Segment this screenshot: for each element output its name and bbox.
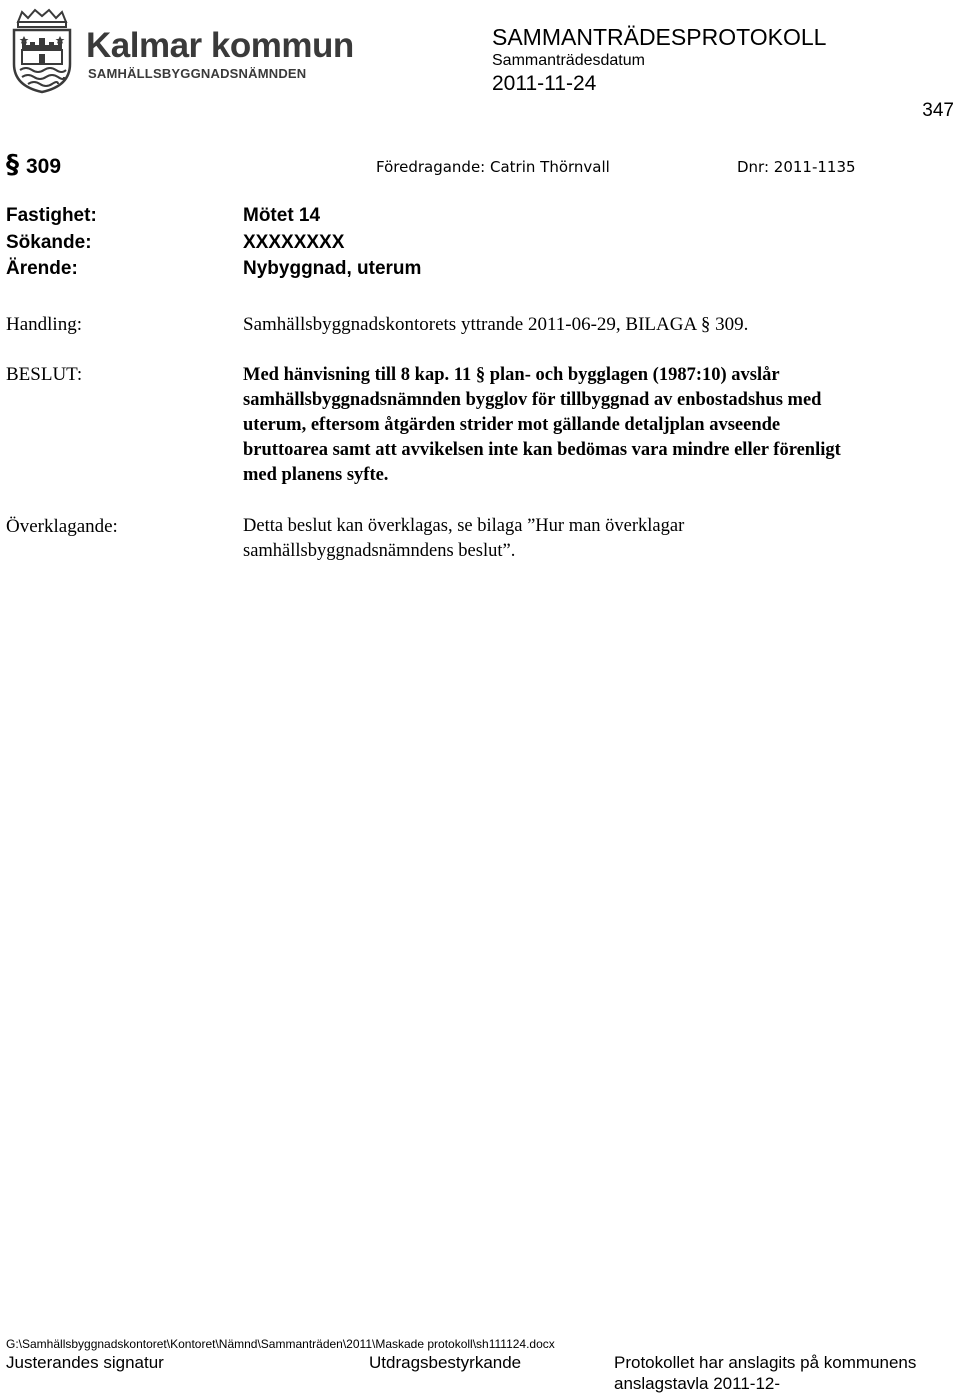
- beslut-line: bruttoarea samt att avvikelsen inte kan bedömas vara mindre eller förenligt: [243, 440, 841, 460]
- diary-number: Dnr: 2011-1135: [737, 158, 856, 176]
- beslut-line: Med hänvisning till 8 kap. 11 § plan- och bygglagen (1987:10) avslår: [243, 365, 780, 385]
- meeting-date-label: Sammanträdesdatum: [492, 52, 645, 69]
- fastighet-value: Mötet 14: [243, 205, 321, 226]
- paragraph-number: 309: [26, 155, 62, 178]
- overklagande-label: Överklagande:: [6, 516, 118, 537]
- utdragsbestyrkande: Utdragsbestyrkande: [369, 1353, 522, 1372]
- sokande-label: Sökande:: [6, 232, 92, 253]
- paragraph-sign: §: [6, 150, 19, 180]
- kalmar-coat-of-arms-icon: [8, 8, 76, 94]
- anslag-line-1: Protokollet har anslagits på kommunens: [614, 1353, 917, 1372]
- logo-title: Kalmar kommun: [86, 26, 354, 65]
- document-type: SAMMANTRÄDESPROTOKOLL: [492, 24, 827, 50]
- file-path: G:\Samhällsbyggnadskontoret\Kontoret\Nämnd\Sammanträden\2011\Maskade protokoll\sh111124.docx: [6, 1337, 555, 1351]
- beslut-label: BESLUT:: [6, 364, 83, 385]
- overklagande-line: Detta beslut kan överklagas, se bilaga ”Hur man överklagar: [243, 516, 685, 536]
- beslut-line: uterum, eftersom åtgärden strider mot gällande detaljplan avseende: [243, 415, 781, 435]
- beslut-line: samhällsbyggnadsnämnden bygglov för tillbyggnad av enbostadshus med: [243, 390, 822, 410]
- presenter: Föredragande: Catrin Thörnvall: [376, 158, 610, 176]
- handling-label: Handling:: [6, 314, 82, 335]
- page-number: 347: [922, 100, 954, 121]
- anslag-line-2: anslagstavla 2011-12-: [614, 1374, 781, 1393]
- overklagande-line: samhällsbyggnadsnämndens beslut”.: [243, 541, 516, 561]
- sokande-value: XXXXXXXX: [243, 232, 345, 253]
- logo-subtitle: SAMHÄLLSBYGGNADSNÄMNDEN: [88, 66, 307, 81]
- handling-text: Samhällsbyggnadskontorets yttrande 2011-06-29, BILAGA § 309.: [243, 314, 749, 335]
- arende-value: Nybyggnad, uterum: [243, 258, 422, 279]
- arende-label: Ärende:: [6, 258, 78, 279]
- justerandes-signatur: Justerandes signatur: [6, 1353, 164, 1372]
- beslut-line: med planens syfte.: [243, 465, 389, 485]
- fastighet-label: Fastighet:: [6, 205, 97, 226]
- meeting-date-value: 2011-11-24: [492, 72, 597, 95]
